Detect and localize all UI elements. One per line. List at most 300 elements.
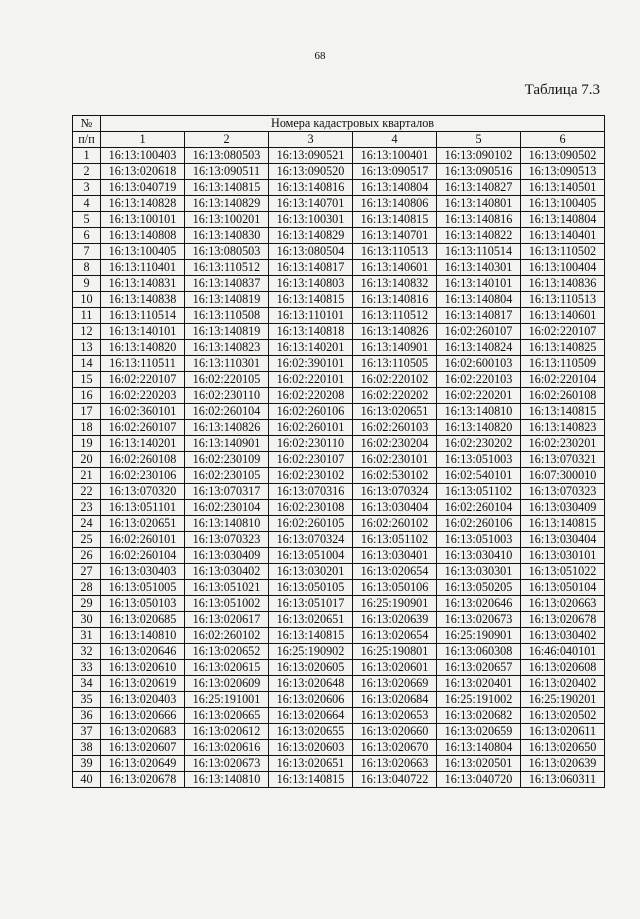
column-header: 3 bbox=[269, 132, 353, 148]
row-number: 35 bbox=[73, 692, 101, 708]
row-number: 31 bbox=[73, 628, 101, 644]
cadastral-number-cell: 16:13:030404 bbox=[521, 532, 605, 548]
cadastral-number-cell: 16:13:020606 bbox=[269, 692, 353, 708]
row-number: 38 bbox=[73, 740, 101, 756]
cadastral-number-cell: 16:13:110508 bbox=[185, 308, 269, 324]
row-number: 1 bbox=[73, 148, 101, 164]
cadastral-number-cell: 16:13:070324 bbox=[269, 532, 353, 548]
cadastral-number-cell: 16:13:020657 bbox=[437, 660, 521, 676]
cadastral-number-cell: 16:13:140601 bbox=[353, 260, 437, 276]
cadastral-number-cell: 16:13:051003 bbox=[437, 452, 521, 468]
cadastral-number-cell: 16:13:020403 bbox=[101, 692, 185, 708]
cadastral-number-cell: 16:13:140701 bbox=[269, 196, 353, 212]
cadastral-number-cell: 16:13:020651 bbox=[269, 756, 353, 772]
cadastral-number-cell: 16:13:020651 bbox=[353, 404, 437, 420]
cadastral-number-cell: 16:13:051021 bbox=[185, 580, 269, 596]
cadastral-number-cell: 16:13:140804 bbox=[353, 180, 437, 196]
table-row bbox=[73, 548, 605, 564]
row-number: 15 bbox=[73, 372, 101, 388]
cadastral-number-cell: 16:02:230109 bbox=[185, 452, 269, 468]
cadastral-number-cell: 16:13:090521 bbox=[269, 148, 353, 164]
cadastral-number-cell: 16:13:080503 bbox=[185, 244, 269, 260]
cadastral-number-cell: 16:13:040720 bbox=[437, 772, 521, 788]
cadastral-number-cell: 16:25:191001 bbox=[185, 692, 269, 708]
cadastral-number-cell: 16:13:030401 bbox=[353, 548, 437, 564]
cadastral-number-cell: 16:13:100405 bbox=[521, 196, 605, 212]
cadastral-number-cell: 16:13:140401 bbox=[521, 228, 605, 244]
number-header-top: № bbox=[73, 116, 101, 132]
cadastral-number-cell: 16:02:220208 bbox=[269, 388, 353, 404]
cadastral-number-cell: 16:13:110511 bbox=[101, 356, 185, 372]
row-number: 21 bbox=[73, 468, 101, 484]
cadastral-number-cell: 16:13:020603 bbox=[269, 740, 353, 756]
cadastral-number-cell: 16:13:140819 bbox=[185, 292, 269, 308]
cadastral-number-cell: 16:13:020601 bbox=[353, 660, 437, 676]
cadastral-number-cell: 16:13:020609 bbox=[185, 676, 269, 692]
cadastral-number-cell: 16:13:070321 bbox=[521, 452, 605, 468]
group-header: Номера кадастровых кварталов bbox=[101, 116, 605, 132]
header-row-1 bbox=[73, 116, 605, 132]
table-row bbox=[73, 308, 605, 324]
cadastral-number-cell: 16:13:140826 bbox=[185, 420, 269, 436]
table-title: Таблица 7.3 bbox=[524, 82, 600, 98]
cadastral-number-cell: 16:13:070316 bbox=[269, 484, 353, 500]
cadastral-number-cell: 16:13:050205 bbox=[437, 580, 521, 596]
cadastral-number-cell: 16:13:140101 bbox=[101, 324, 185, 340]
cadastral-number-cell: 16:13:100403 bbox=[101, 148, 185, 164]
cadastral-number-cell: 16:13:110505 bbox=[353, 356, 437, 372]
cadastral-number-cell: 16:13:140838 bbox=[101, 292, 185, 308]
cadastral-number-cell: 16:02:230101 bbox=[353, 452, 437, 468]
table-row bbox=[73, 420, 605, 436]
cadastral-number-cell: 16:13:051022 bbox=[521, 564, 605, 580]
cadastral-number-cell: 16:13:100201 bbox=[185, 212, 269, 228]
cadastral-number-cell: 16:13:140804 bbox=[437, 292, 521, 308]
cadastral-number-cell: 16:02:260107 bbox=[101, 420, 185, 436]
column-header: 4 bbox=[353, 132, 437, 148]
row-number: 14 bbox=[73, 356, 101, 372]
row-number: 6 bbox=[73, 228, 101, 244]
column-header: 6 bbox=[521, 132, 605, 148]
cadastral-number-cell: 16:13:090520 bbox=[269, 164, 353, 180]
cadastral-number-cell: 16:13:140815 bbox=[521, 404, 605, 420]
cadastral-number-cell: 16:13:020653 bbox=[353, 708, 437, 724]
column-header: 2 bbox=[185, 132, 269, 148]
row-number: 19 bbox=[73, 436, 101, 452]
cadastral-number-cell: 16:13:110512 bbox=[185, 260, 269, 276]
cadastral-number-cell: 16:13:140201 bbox=[101, 436, 185, 452]
row-number: 34 bbox=[73, 676, 101, 692]
table-row bbox=[73, 388, 605, 404]
cadastral-number-cell: 16:13:060311 bbox=[521, 772, 605, 788]
cadastral-number-cell: 16:02:220105 bbox=[185, 372, 269, 388]
cadastral-number-cell: 16:02:260104 bbox=[185, 404, 269, 420]
cadastral-number-cell: 16:13:100101 bbox=[101, 212, 185, 228]
cadastral-number-cell: 16:07:300010 bbox=[521, 468, 605, 484]
cadastral-number-cell: 16:13:140815 bbox=[269, 292, 353, 308]
cadastral-number-cell: 16:13:140810 bbox=[101, 628, 185, 644]
row-number: 2 bbox=[73, 164, 101, 180]
cadastral-number-cell: 16:13:020651 bbox=[101, 516, 185, 532]
table-row bbox=[73, 468, 605, 484]
table-row bbox=[73, 404, 605, 420]
cadastral-number-cell: 16:02:260105 bbox=[269, 516, 353, 532]
table-row bbox=[73, 276, 605, 292]
cadastral-number-cell: 16:13:051005 bbox=[101, 580, 185, 596]
cadastral-number-cell: 16:13:020659 bbox=[437, 724, 521, 740]
cadastral-number-cell: 16:13:020673 bbox=[437, 612, 521, 628]
cadastral-number-cell: 16:13:051017 bbox=[269, 596, 353, 612]
cadastral-number-cell: 16:13:030410 bbox=[437, 548, 521, 564]
cadastral-number-cell: 16:13:140801 bbox=[437, 196, 521, 212]
cadastral-number-cell: 16:02:260102 bbox=[353, 516, 437, 532]
cadastral-number-cell: 16:02:260108 bbox=[521, 388, 605, 404]
cadastral-number-cell: 16:13:020673 bbox=[185, 756, 269, 772]
cadastral-number-cell: 16:13:020652 bbox=[185, 644, 269, 660]
table-row bbox=[73, 436, 605, 452]
cadastral-number-cell: 16:13:020639 bbox=[353, 612, 437, 628]
cadastral-number-cell: 16:13:110512 bbox=[353, 308, 437, 324]
cadastral-number-cell: 16:02:220202 bbox=[353, 388, 437, 404]
cadastral-number-cell: 16:13:090516 bbox=[437, 164, 521, 180]
row-number: 28 bbox=[73, 580, 101, 596]
cadastral-number-cell: 16:13:140815 bbox=[521, 516, 605, 532]
cadastral-number-cell: 16:02:230107 bbox=[269, 452, 353, 468]
cadastral-number-cell: 16:13:110401 bbox=[101, 260, 185, 276]
cadastral-number-cell: 16:13:140837 bbox=[185, 276, 269, 292]
cadastral-number-cell: 16:25:190901 bbox=[353, 596, 437, 612]
cadastral-number-cell: 16:02:260106 bbox=[437, 516, 521, 532]
cadastral-number-cell: 16:13:020665 bbox=[185, 708, 269, 724]
column-header: 5 bbox=[437, 132, 521, 148]
cadastral-number-cell: 16:02:220201 bbox=[437, 388, 521, 404]
table-row bbox=[73, 708, 605, 724]
cadastral-number-cell: 16:13:140823 bbox=[185, 340, 269, 356]
cadastral-number-cell: 16:13:140818 bbox=[269, 324, 353, 340]
column-header: 1 bbox=[101, 132, 185, 148]
cadastral-number-cell: 16:13:020660 bbox=[353, 724, 437, 740]
cadastral-number-cell: 16:13:040719 bbox=[101, 180, 185, 196]
row-number: 18 bbox=[73, 420, 101, 436]
cadastral-number-cell: 16:13:020402 bbox=[521, 676, 605, 692]
table-row bbox=[73, 724, 605, 740]
cadastral-number-cell: 16:13:140901 bbox=[185, 436, 269, 452]
cadastral-number-cell: 16:13:030201 bbox=[269, 564, 353, 580]
cadastral-number-cell: 16:13:020670 bbox=[353, 740, 437, 756]
row-number: 7 bbox=[73, 244, 101, 260]
cadastral-number-cell: 16:25:190902 bbox=[269, 644, 353, 660]
cadastral-number-cell: 16:13:030409 bbox=[185, 548, 269, 564]
cadastral-number-cell: 16:02:220104 bbox=[521, 372, 605, 388]
cadastral-number-cell: 16:13:140815 bbox=[353, 212, 437, 228]
cadastral-number-cell: 16:02:230108 bbox=[269, 500, 353, 516]
cadastral-number-cell: 16:13:100405 bbox=[101, 244, 185, 260]
cadastral-number-cell: 16:02:260107 bbox=[437, 324, 521, 340]
cadastral-number-cell: 16:13:070320 bbox=[101, 484, 185, 500]
cadastral-number-cell: 16:13:140810 bbox=[437, 404, 521, 420]
table-row bbox=[73, 196, 605, 212]
row-number: 5 bbox=[73, 212, 101, 228]
cadastral-number-cell: 16:13:020664 bbox=[269, 708, 353, 724]
cadastral-number-cell: 16:02:260101 bbox=[101, 532, 185, 548]
cadastral-number-cell: 16:02:220107 bbox=[521, 324, 605, 340]
table-header bbox=[73, 116, 605, 148]
row-number: 33 bbox=[73, 660, 101, 676]
cadastral-number-cell: 16:13:090513 bbox=[521, 164, 605, 180]
row-number: 30 bbox=[73, 612, 101, 628]
table-row bbox=[73, 180, 605, 196]
table-row bbox=[73, 356, 605, 372]
cadastral-number-cell: 16:13:090511 bbox=[185, 164, 269, 180]
row-number: 39 bbox=[73, 756, 101, 772]
table-row bbox=[73, 372, 605, 388]
cadastral-number-cell: 16:13:020663 bbox=[521, 596, 605, 612]
cadastral-number-cell: 16:13:140804 bbox=[437, 740, 521, 756]
cadastral-number-cell: 16:13:020607 bbox=[101, 740, 185, 756]
cadastral-number-cell: 16:13:030403 bbox=[101, 564, 185, 580]
cadastral-number-cell: 16:13:020651 bbox=[269, 612, 353, 628]
cadastral-number-cell: 16:02:260108 bbox=[101, 452, 185, 468]
table-row bbox=[73, 260, 605, 276]
cadastral-number-cell: 16:13:100401 bbox=[353, 148, 437, 164]
cadastral-number-cell: 16:13:110513 bbox=[521, 292, 605, 308]
row-number: 22 bbox=[73, 484, 101, 500]
table-row bbox=[73, 612, 605, 628]
row-number: 24 bbox=[73, 516, 101, 532]
cadastral-number-cell: 16:13:140701 bbox=[353, 228, 437, 244]
table-row bbox=[73, 292, 605, 308]
cadastral-number-cell: 16:13:090102 bbox=[437, 148, 521, 164]
cadastral-number-cell: 16:13:080503 bbox=[185, 148, 269, 164]
row-number: 12 bbox=[73, 324, 101, 340]
cadastral-number-cell: 16:13:020401 bbox=[437, 676, 521, 692]
cadastral-number-cell: 16:13:140831 bbox=[101, 276, 185, 292]
row-number: 23 bbox=[73, 500, 101, 516]
cadastral-number-cell: 16:13:020646 bbox=[437, 596, 521, 612]
cadastral-number-cell: 16:13:020617 bbox=[185, 612, 269, 628]
cadastral-number-cell: 16:02:230202 bbox=[437, 436, 521, 452]
cadastral-number-cell: 16:13:070323 bbox=[521, 484, 605, 500]
cadastral-number-cell: 16:13:040722 bbox=[353, 772, 437, 788]
table-row bbox=[73, 452, 605, 468]
cadastral-number-cell: 16:13:020639 bbox=[521, 756, 605, 772]
row-number: 26 bbox=[73, 548, 101, 564]
cadastral-number-cell: 16:13:110502 bbox=[521, 244, 605, 260]
cadastral-number-cell: 16:13:140808 bbox=[101, 228, 185, 244]
cadastral-number-cell: 16:13:020610 bbox=[101, 660, 185, 676]
row-number: 16 bbox=[73, 388, 101, 404]
cadastral-number-cell: 16:13:140815 bbox=[269, 628, 353, 644]
table-row bbox=[73, 564, 605, 580]
table-row bbox=[73, 484, 605, 500]
cadastral-number-cell: 16:13:020612 bbox=[185, 724, 269, 740]
cadastral-number-cell: 16:13:140816 bbox=[437, 212, 521, 228]
cadastral-number-cell: 16:13:020654 bbox=[353, 628, 437, 644]
cadastral-number-cell: 16:46:040101 bbox=[521, 644, 605, 660]
cadastral-number-cell: 16:13:140828 bbox=[101, 196, 185, 212]
row-number: 3 bbox=[73, 180, 101, 196]
cadastral-number-cell: 16:13:030409 bbox=[521, 500, 605, 516]
cadastral-number-cell: 16:02:220203 bbox=[101, 388, 185, 404]
cadastral-number-cell: 16:13:030101 bbox=[521, 548, 605, 564]
cadastral-number-cell: 16:13:140804 bbox=[521, 212, 605, 228]
table-row bbox=[73, 148, 605, 164]
cadastral-number-cell: 16:02:230102 bbox=[269, 468, 353, 484]
cadastral-number-cell: 16:13:030402 bbox=[521, 628, 605, 644]
cadastral-number-cell: 16:02:220107 bbox=[101, 372, 185, 388]
cadastral-number-cell: 16:13:140825 bbox=[521, 340, 605, 356]
cadastral-number-cell: 16:13:020663 bbox=[353, 756, 437, 772]
cadastral-number-cell: 16:02:360101 bbox=[101, 404, 185, 420]
cadastral-number-cell: 16:13:140829 bbox=[269, 228, 353, 244]
cadastral-number-cell: 16:13:020650 bbox=[521, 740, 605, 756]
cadastral-number-cell: 16:02:600103 bbox=[437, 356, 521, 372]
row-number: 17 bbox=[73, 404, 101, 420]
cadastral-number-cell: 16:13:110509 bbox=[521, 356, 605, 372]
cadastral-number-cell: 16:02:530102 bbox=[353, 468, 437, 484]
cadastral-number-cell: 16:13:110514 bbox=[437, 244, 521, 260]
cadastral-number-cell: 16:13:020616 bbox=[185, 740, 269, 756]
cadastral-number-cell: 16:02:220101 bbox=[269, 372, 353, 388]
cadastral-number-cell: 16:25:190901 bbox=[437, 628, 521, 644]
cadastral-number-cell: 16:02:230104 bbox=[185, 500, 269, 516]
cadastral-number-cell: 16:13:140810 bbox=[185, 772, 269, 788]
cadastral-number-cell: 16:13:140829 bbox=[185, 196, 269, 212]
cadastral-number-cell: 16:13:030301 bbox=[437, 564, 521, 580]
row-number: 32 bbox=[73, 644, 101, 660]
table-row bbox=[73, 580, 605, 596]
cadastral-number-cell: 16:13:020605 bbox=[269, 660, 353, 676]
cadastral-number-cell: 16:13:020618 bbox=[101, 164, 185, 180]
cadastral-number-cell: 16:13:030402 bbox=[185, 564, 269, 580]
table-row bbox=[73, 500, 605, 516]
page-number: 68 bbox=[314, 50, 326, 62]
row-number: 29 bbox=[73, 596, 101, 612]
cadastral-number-cell: 16:13:140830 bbox=[185, 228, 269, 244]
cadastral-number-cell: 16:13:140816 bbox=[353, 292, 437, 308]
cadastral-number-cell: 16:13:020669 bbox=[353, 676, 437, 692]
cadastral-number-cell: 16:13:140101 bbox=[437, 276, 521, 292]
row-number: 25 bbox=[73, 532, 101, 548]
cadastral-number-cell: 16:13:110101 bbox=[269, 308, 353, 324]
cadastral-quarters-table bbox=[72, 115, 605, 788]
cadastral-number-cell: 16:13:020682 bbox=[437, 708, 521, 724]
cadastral-number-cell: 16:13:140827 bbox=[437, 180, 521, 196]
table-row bbox=[73, 532, 605, 548]
cadastral-number-cell: 16:13:020646 bbox=[101, 644, 185, 660]
table-body bbox=[73, 148, 605, 788]
table-row bbox=[73, 756, 605, 772]
number-header-bottom: п/п bbox=[73, 132, 101, 148]
cadastral-number-cell: 16:13:050105 bbox=[269, 580, 353, 596]
row-number: 20 bbox=[73, 452, 101, 468]
cadastral-number-cell: 16:13:060308 bbox=[437, 644, 521, 660]
table-row bbox=[73, 660, 605, 676]
cadastral-number-cell: 16:13:020501 bbox=[437, 756, 521, 772]
header-row-2 bbox=[73, 132, 605, 148]
cadastral-number-cell: 16:02:220103 bbox=[437, 372, 521, 388]
cadastral-number-cell: 16:13:070317 bbox=[185, 484, 269, 500]
cadastral-number-cell: 16:13:140901 bbox=[353, 340, 437, 356]
cadastral-number-cell: 16:13:020615 bbox=[185, 660, 269, 676]
cadastral-number-cell: 16:02:260106 bbox=[269, 404, 353, 420]
cadastral-number-cell: 16:13:140501 bbox=[521, 180, 605, 196]
cadastral-number-cell: 16:25:191002 bbox=[437, 692, 521, 708]
cadastral-number-cell: 16:13:020683 bbox=[101, 724, 185, 740]
cadastral-number-cell: 16:13:070324 bbox=[353, 484, 437, 500]
cadastral-number-cell: 16:13:140806 bbox=[353, 196, 437, 212]
cadastral-number-cell: 16:02:230106 bbox=[101, 468, 185, 484]
cadastral-number-cell: 16:13:140817 bbox=[437, 308, 521, 324]
table-row bbox=[73, 340, 605, 356]
cadastral-number-cell: 16:02:230204 bbox=[353, 436, 437, 452]
cadastral-number-cell: 16:02:260104 bbox=[437, 500, 521, 516]
cadastral-number-cell: 16:13:140815 bbox=[185, 180, 269, 196]
row-number: 40 bbox=[73, 772, 101, 788]
cadastral-number-cell: 16:13:100301 bbox=[269, 212, 353, 228]
cadastral-number-cell: 16:13:140601 bbox=[521, 308, 605, 324]
table-row bbox=[73, 228, 605, 244]
cadastral-number-cell: 16:13:020678 bbox=[521, 612, 605, 628]
row-number: 37 bbox=[73, 724, 101, 740]
cadastral-number-cell: 16:13:140824 bbox=[437, 340, 521, 356]
cadastral-number-cell: 16:13:140820 bbox=[437, 420, 521, 436]
cadastral-number-cell: 16:13:140301 bbox=[437, 260, 521, 276]
cadastral-number-cell: 16:02:260103 bbox=[353, 420, 437, 436]
cadastral-number-cell: 16:13:140816 bbox=[269, 180, 353, 196]
cadastral-number-cell: 16:13:140832 bbox=[353, 276, 437, 292]
row-number: 4 bbox=[73, 196, 101, 212]
table-row bbox=[73, 516, 605, 532]
cadastral-number-cell: 16:13:020655 bbox=[269, 724, 353, 740]
cadastral-number-cell: 16:13:051101 bbox=[101, 500, 185, 516]
cadastral-number-cell: 16:13:140826 bbox=[353, 324, 437, 340]
row-number: 10 bbox=[73, 292, 101, 308]
row-number: 27 bbox=[73, 564, 101, 580]
cadastral-number-cell: 16:13:051004 bbox=[269, 548, 353, 564]
table-row bbox=[73, 324, 605, 340]
table-row bbox=[73, 212, 605, 228]
cadastral-number-cell: 16:13:070323 bbox=[185, 532, 269, 548]
row-number: 36 bbox=[73, 708, 101, 724]
cadastral-number-cell: 16:13:020619 bbox=[101, 676, 185, 692]
cadastral-number-cell: 16:02:390101 bbox=[269, 356, 353, 372]
cadastral-number-cell: 16:02:260101 bbox=[269, 420, 353, 436]
cadastral-number-cell: 16:13:140817 bbox=[269, 260, 353, 276]
table-row bbox=[73, 596, 605, 612]
cadastral-number-cell: 16:13:020654 bbox=[353, 564, 437, 580]
cadastral-number-cell: 16:13:020649 bbox=[101, 756, 185, 772]
cadastral-number-cell: 16:02:260104 bbox=[101, 548, 185, 564]
cadastral-number-cell: 16:02:230110 bbox=[269, 436, 353, 452]
cadastral-number-cell: 16:13:140823 bbox=[521, 420, 605, 436]
table-row bbox=[73, 676, 605, 692]
cadastral-number-cell: 16:13:110513 bbox=[353, 244, 437, 260]
row-number: 8 bbox=[73, 260, 101, 276]
row-number: 11 bbox=[73, 308, 101, 324]
cadastral-number-cell: 16:02:230201 bbox=[521, 436, 605, 452]
cadastral-number-cell: 16:13:020648 bbox=[269, 676, 353, 692]
cadastral-number-cell: 16:13:020502 bbox=[521, 708, 605, 724]
cadastral-number-cell: 16:02:220102 bbox=[353, 372, 437, 388]
row-number: 13 bbox=[73, 340, 101, 356]
cadastral-number-cell: 16:13:140836 bbox=[521, 276, 605, 292]
cadastral-number-cell: 16:13:140815 bbox=[269, 772, 353, 788]
cadastral-number-cell: 16:02:540101 bbox=[437, 468, 521, 484]
cadastral-number-cell: 16:13:110514 bbox=[101, 308, 185, 324]
cadastral-number-cell: 16:13:140819 bbox=[185, 324, 269, 340]
table-row bbox=[73, 628, 605, 644]
